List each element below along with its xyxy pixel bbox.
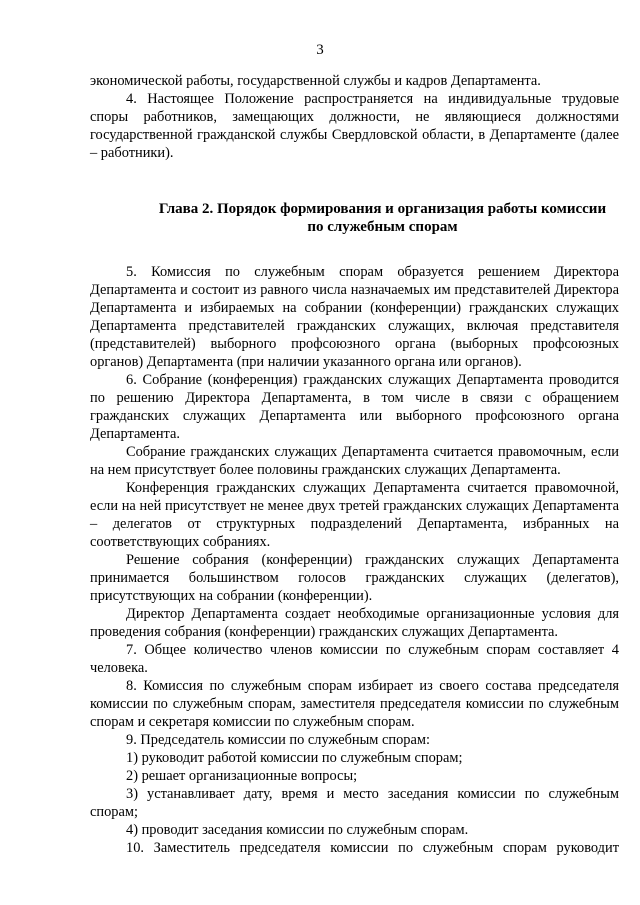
paragraph-6-decision: Решение собрания (конференции) гражданских служащих Департамента принимается большинством голосов гражданских служащих (делегатов), присутствующих на собрании (конференции). (90, 552, 619, 604)
paragraph-7: 7. Общее количество членов комиссии по служебным спорам составляет 4 человека. (90, 642, 619, 676)
paragraph-9-item-2: 2) решает организационные вопросы; (126, 768, 358, 784)
paragraph-4: 4. Настоящее Положение распространяется на индивидуальные трудовые споры работников, замещающих должности, не являющиеся должностями государственной гражданской службы Свердловской области, в Департаменте (далее – работники). (90, 91, 619, 161)
paragraph-9-item-4: 4) проводит заседания комиссии по служебным спорам. (126, 822, 469, 838)
paragraph-9-item-1: 1) руководит работой комиссии по служебным спорам; (126, 750, 463, 766)
paragraph-9-item-3: 3) устанавливает дату, время и место заседания комиссии по служебным спорам; (90, 786, 619, 820)
paragraph-9: 9. Председатель комиссии по служебным спорам: (126, 732, 430, 748)
paragraph-8: 8. Комиссия по служебным спорам избирает из своего состава председателя комиссии по служебным спорам, заместителя председателя комиссии по служебным спорам и секретаря комиссии по служебным спорам. (90, 678, 619, 730)
paragraph-6-conditions: Директор Департамента создает необходимые организационные условия для проведения собрания (конференции) гражданских служащих Департамента. (90, 606, 619, 640)
paragraph-continuation: экономической работы, государственной службы и кадров Департамента. (90, 73, 541, 89)
paragraph-5: 5. Комиссия по служебным спорам образуется решением Директора Департамента и состоит из равного числа назначаемых им представителей Директора Департамента и избираемых на собрании (конференции) гражданских служащих Департамента представителей гражданских служащих, включая представителя (представителей) выборного профсоюзного органа (выборных профсоюзных органов) Департамента (при наличии указанного органа или органов). (90, 264, 619, 370)
page-body (90, 72, 619, 857)
chapter-title (90, 200, 619, 236)
page-number: 3 (316, 42, 324, 58)
paragraph-6-quorum-meeting: Собрание гражданских служащих Департамента считается правомочным, если на нем присутствует более половины гражданских служащих Департамента. (90, 444, 619, 478)
chapter-title-line-1: Глава 2. Порядок формирования и организация работы комиссии (158, 201, 607, 217)
chapter-title-line-2: по служебным спорам (307, 219, 458, 235)
paragraph-6: 6. Собрание (конференция) гражданских служащих Департамента проводится по решению Директора Департамента, в том числе в связи с обращением гражданских служащих Департамента или выборного профсоюзного органа Департамента. (90, 372, 619, 442)
paragraph-10: 10. Заместитель председателя комиссии по служебным спорам руководит (126, 840, 619, 856)
paragraph-6-quorum-conference: Конференция гражданских служащих Департамента считается правомочной, если на ней присутствует не менее двух третей гражданских служащих Департамента – делегатов от структурных подразделений Департамента, избранных на соответствующих собраниях. (90, 480, 619, 550)
